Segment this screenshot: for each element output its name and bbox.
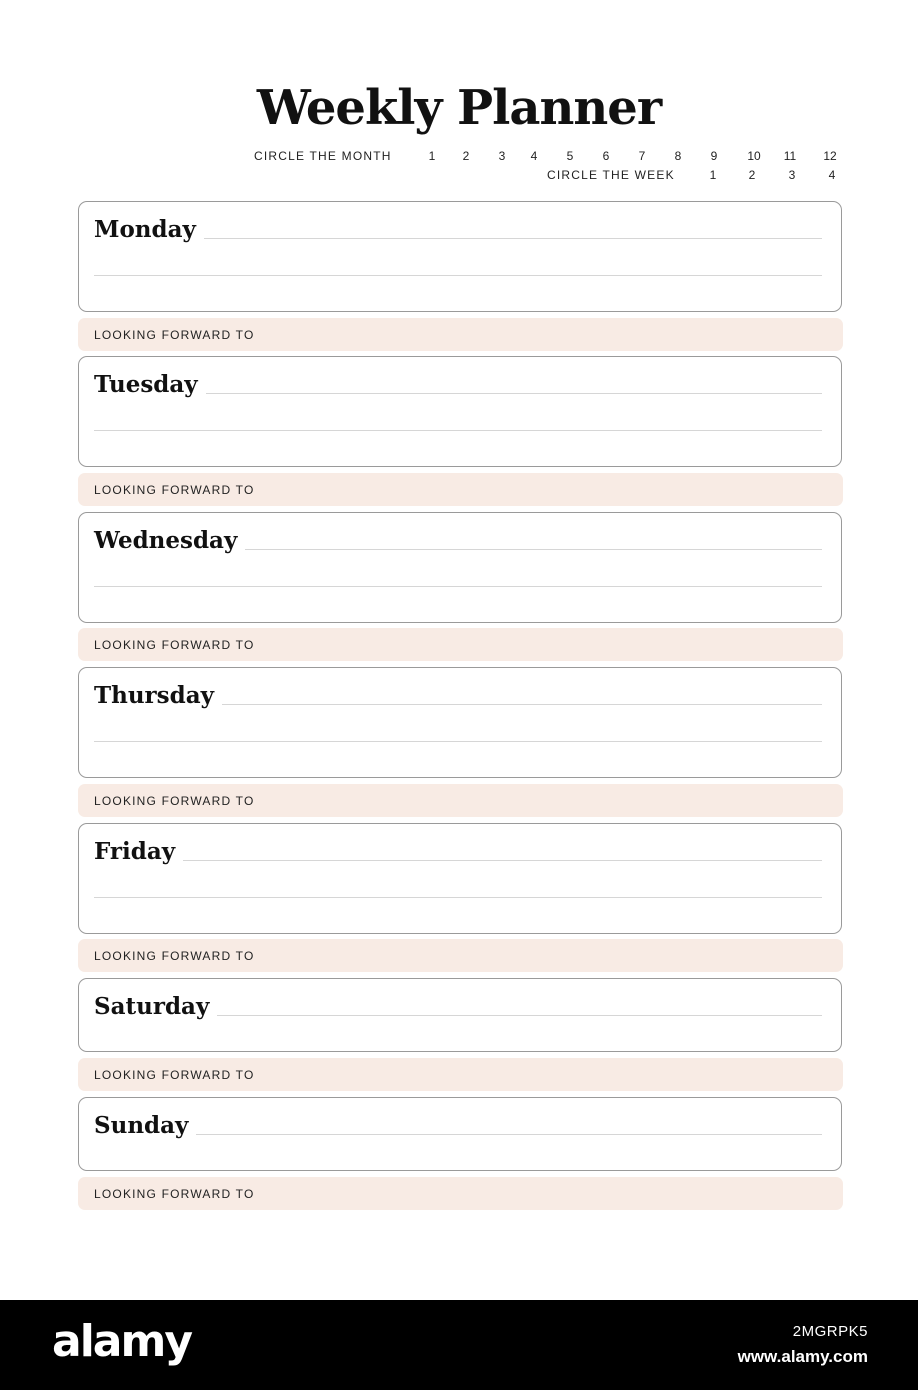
month-option[interactable]: 12	[823, 149, 837, 163]
watermark-footer	[0, 1300, 918, 1390]
month-option[interactable]: 10	[747, 149, 761, 163]
day-box-tuesday	[78, 356, 842, 467]
writing-line[interactable]	[94, 1134, 822, 1135]
day-box-monday	[78, 201, 842, 312]
week-option[interactable]: 2	[748, 168, 756, 182]
week-option[interactable]: 3	[788, 168, 796, 182]
day-title-tuesday: Tuesday	[94, 371, 206, 398]
day-title-thursday: Thursday	[94, 682, 222, 709]
looking-forward-tuesday[interactable]	[78, 473, 843, 506]
looking-forward-label: LOOKING FORWARD TO	[94, 483, 255, 497]
looking-forward-thursday[interactable]	[78, 784, 843, 817]
day-title-wednesday: Wednesday	[94, 527, 245, 554]
looking-forward-label: LOOKING FORWARD TO	[94, 638, 255, 652]
day-box-wednesday	[78, 512, 842, 623]
month-option[interactable]: 3	[498, 149, 506, 163]
looking-forward-label: LOOKING FORWARD TO	[94, 949, 255, 963]
month-option[interactable]: 5	[566, 149, 574, 163]
writing-line[interactable]	[94, 586, 822, 587]
looking-forward-label: LOOKING FORWARD TO	[94, 1068, 255, 1082]
month-option[interactable]: 1	[428, 149, 436, 163]
month-option[interactable]: 8	[674, 149, 682, 163]
image-id: 2MGRPK5	[792, 1323, 868, 1340]
day-box-saturday	[78, 978, 842, 1052]
writing-line[interactable]	[94, 430, 822, 431]
page-title: Weekly Planner	[256, 80, 662, 136]
day-box-sunday	[78, 1097, 842, 1171]
month-option[interactable]: 11	[783, 149, 797, 163]
day-title-sunday: Sunday	[94, 1112, 196, 1139]
looking-forward-sunday[interactable]	[78, 1177, 843, 1210]
day-title-friday: Friday	[94, 838, 183, 865]
writing-line[interactable]	[94, 860, 822, 861]
looking-forward-saturday[interactable]	[78, 1058, 843, 1091]
writing-line[interactable]	[94, 897, 822, 898]
week-option[interactable]: 4	[828, 168, 836, 182]
day-box-friday	[78, 823, 842, 934]
day-title-monday: Monday	[94, 216, 204, 243]
writing-line[interactable]	[94, 275, 822, 276]
writing-line[interactable]	[94, 741, 822, 742]
day-title-saturday: Saturday	[94, 993, 217, 1020]
looking-forward-label: LOOKING FORWARD TO	[94, 1187, 255, 1201]
week-option[interactable]: 1	[709, 168, 717, 182]
month-option[interactable]: 4	[530, 149, 538, 163]
month-selector-label: CIRCLE THE MONTH	[254, 149, 392, 163]
week-selector-label: CIRCLE THE WEEK	[547, 168, 675, 182]
looking-forward-label: LOOKING FORWARD TO	[94, 794, 255, 808]
day-box-thursday	[78, 667, 842, 778]
footer-url[interactable]: www.alamy.com	[737, 1347, 868, 1366]
looking-forward-label: LOOKING FORWARD TO	[94, 328, 255, 342]
month-option[interactable]: 2	[462, 149, 470, 163]
looking-forward-friday[interactable]	[78, 939, 843, 972]
month-option[interactable]: 7	[638, 149, 646, 163]
month-option[interactable]: 6	[602, 149, 610, 163]
looking-forward-monday[interactable]	[78, 318, 843, 351]
alamy-logo: alamy	[52, 1316, 191, 1367]
month-option[interactable]: 9	[710, 149, 718, 163]
looking-forward-wednesday[interactable]	[78, 628, 843, 661]
